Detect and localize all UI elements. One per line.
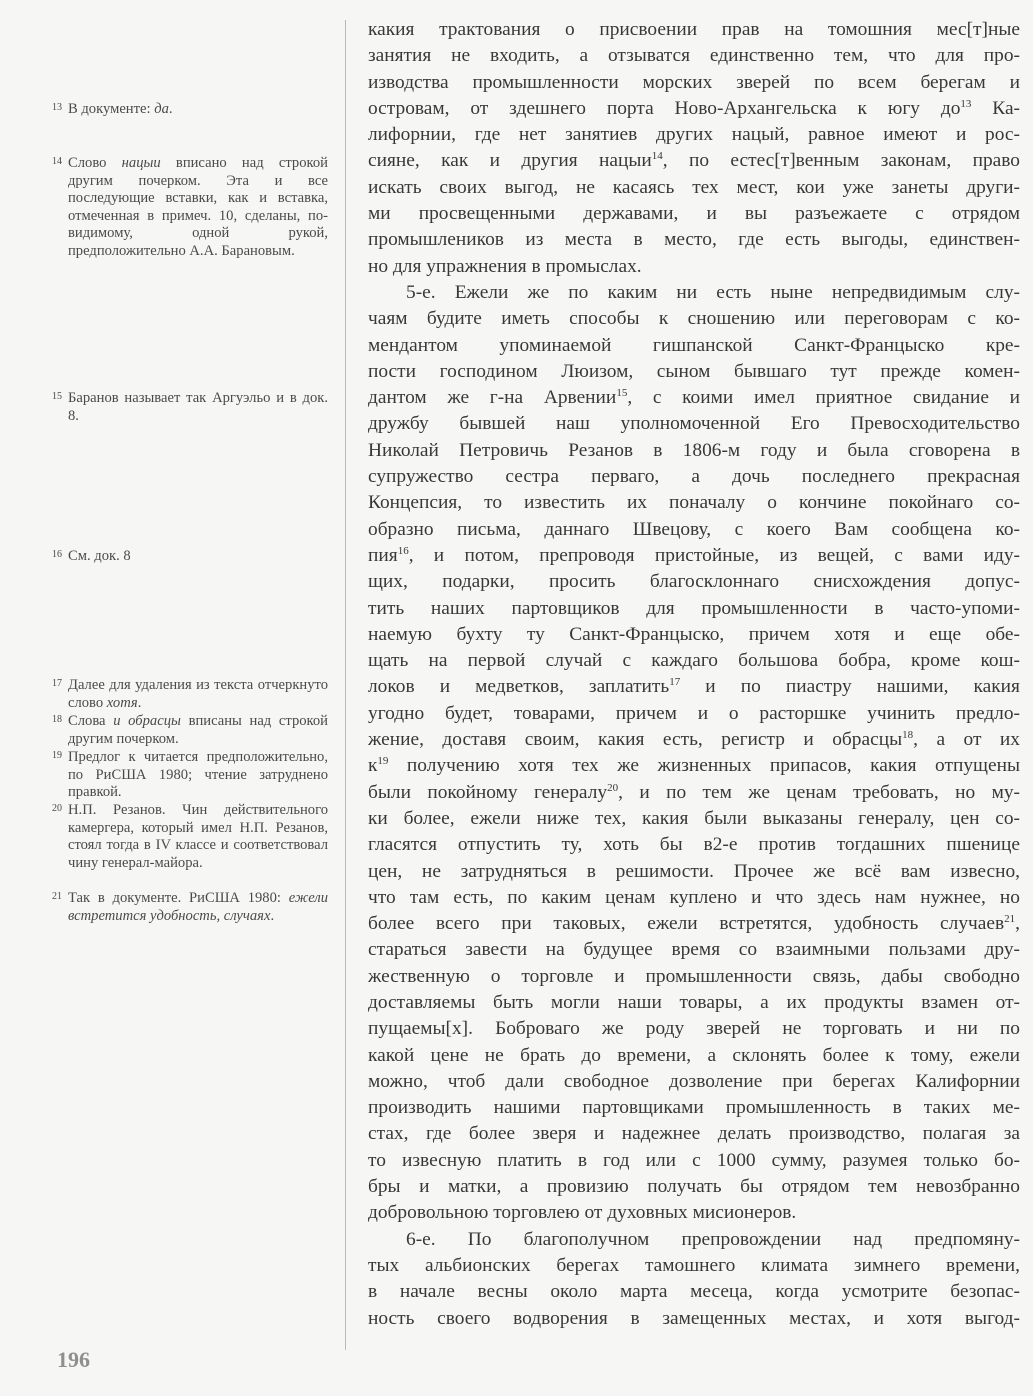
text-line — [368, 859, 1020, 885]
text-line — [368, 438, 1020, 464]
text-line — [368, 1227, 1020, 1253]
footnote-run: Слова — [68, 713, 114, 729]
text-run: локов и медветков, заплатить — [368, 676, 670, 698]
text-run: , и по тем же ценам требовать, но му- — [618, 781, 1020, 803]
text-line — [368, 1306, 1020, 1332]
footnote-text — [52, 749, 328, 802]
text-line — [368, 1174, 1020, 1200]
footnote-run: вписано над строкой другим почерком. Эта и все последующие вставки, как и вставка, отмеченная в примеч. 10, сделаны, по-видимому, одной рукой, предположительно А.А. Барановым. — [68, 155, 328, 259]
text-run: цен, не затрудняться в решимости. Прочее же всё вам извесно, — [368, 860, 1020, 882]
text-run: образно письма, даннаго Швецову, с коего Вам сообщена ко- — [368, 518, 1020, 540]
text-line — [368, 1279, 1020, 1305]
footnote — [52, 101, 328, 119]
footnote-reference[interactable]: 21 — [1004, 913, 1016, 926]
text-run: островам, от здешнего порта Ново-Архангельска к югу до — [368, 97, 961, 119]
text-run: , по естес[т]венным законам, право — [662, 150, 1020, 172]
text-line — [368, 964, 1020, 990]
text-run: пущаемы[х]. Боброваго же роду зверей не торговать и ни по — [368, 1018, 1020, 1040]
text-line — [368, 385, 1020, 411]
text-run: щих, подарки, просить благосклоннаго снисхождения допус- — [368, 571, 1020, 593]
text-run: стах, где более зверя и надежнее делать производство, полагая за — [368, 1123, 1020, 1145]
text-line — [368, 70, 1020, 96]
footnote — [52, 713, 328, 748]
footnote-italic-run: нацыи — [121, 155, 161, 171]
text-run: пости господином Люизом, сыном бывшаго тут прежде комен- — [368, 360, 1020, 382]
text-line — [368, 1043, 1020, 1069]
footnote-reference[interactable]: 20 — [607, 781, 619, 794]
text-run: в начале весны около марта месеца, когда усмотрите безопас- — [368, 1281, 1020, 1303]
footnote-text — [52, 155, 328, 260]
footnote — [52, 677, 328, 712]
footnote-italic-run: и обрасцы — [113, 713, 181, 729]
text-line — [368, 543, 1020, 569]
text-line — [368, 596, 1020, 622]
text-line — [368, 1253, 1020, 1279]
text-run: были покойному генералу — [368, 781, 608, 803]
text-line — [368, 911, 1020, 937]
text-run: и по пиастру нашими, какия — [680, 676, 1020, 698]
footnote-text — [52, 390, 328, 425]
text-line — [368, 306, 1020, 332]
text-run: ми просвещенными державами, и вы разъежаете с отрядом — [368, 203, 1020, 225]
text-line — [368, 622, 1020, 648]
text-run: супружество сестра перваго, а дочь последнего прекрасная — [368, 466, 1020, 488]
footnote-run: Далее для удаления из текста отчеркнуто слово — [68, 677, 328, 711]
text-line — [368, 1121, 1020, 1147]
text-line — [368, 464, 1020, 490]
text-run: сияне, как и другия нацыи — [368, 150, 652, 172]
footnote-number: 19 — [52, 750, 62, 761]
footnote — [52, 749, 328, 802]
text-run: ки более, ежели ниже тех, какия были выказаны генералу, цен со- — [368, 807, 1020, 829]
text-run: занятия не входить, а отзыватся единственно тем, что для про- — [368, 45, 1020, 67]
footnote-italic-run: ежели встретится удобность, случаях — [68, 890, 328, 924]
text-run: добровольною торговлею от духовных мисионеров. — [368, 1202, 797, 1224]
text-line — [368, 411, 1020, 437]
text-run: гласятся отпустить ту, хоть бы в2-е против тогдашних пшенице — [368, 834, 1020, 856]
text-line — [368, 753, 1020, 779]
text-line — [368, 490, 1020, 516]
text-run: 6-е. По благополучном препровождении над предпомяну- — [406, 1228, 1020, 1250]
page-number: 196 — [57, 1347, 90, 1372]
text-run: какия трактования о присвоении прав на томошния мес[т]ные — [368, 19, 1020, 40]
text-run: Николай Петровичь Резанов в 1806-м году и была сговорена в — [368, 439, 1020, 461]
text-line — [368, 227, 1020, 253]
text-run: Концепсия, то известить их поначалу о кончине покойнаго со- — [368, 492, 1020, 514]
text-line — [368, 96, 1020, 122]
footnote-run: Баранов называет так Аргуэльо и в док. 8. — [68, 390, 328, 424]
footnote — [52, 155, 328, 260]
text-run: получению хотя тех же жизненных припасов, какия отпущены — [388, 755, 1020, 777]
text-line — [368, 1016, 1020, 1042]
text-run: ность своего водворения в замещенных местах, и хотя выгод- — [368, 1307, 1020, 1329]
footnote-reference[interactable]: 16 — [397, 544, 409, 557]
footnote-run: В документе: — [68, 101, 155, 117]
text-line — [368, 254, 1020, 280]
footnote-number: 17 — [52, 678, 62, 689]
text-run: искать своих выгод, не касаясь тех мест, кои уже занеты други- — [368, 176, 1020, 198]
text-line — [368, 359, 1020, 385]
footnote-italic-run: да — [154, 101, 169, 117]
footnote-text — [52, 802, 328, 872]
footnote-text — [52, 101, 328, 119]
footnote — [52, 548, 328, 566]
text-run: тить наших партовщиков для промышленности в часто-упоми- — [368, 597, 1020, 619]
text-line — [368, 569, 1020, 595]
main-text-column — [368, 17, 1020, 1332]
footnote-reference[interactable]: 19 — [377, 755, 389, 768]
text-line — [368, 727, 1020, 753]
text-line — [368, 1095, 1020, 1121]
text-run: производить нашими партовщиками промышленность в таких ме- — [368, 1097, 1020, 1119]
footnote-reference[interactable]: 13 — [960, 97, 972, 110]
text-line — [368, 885, 1020, 911]
text-line — [368, 701, 1020, 727]
footnote-run: . — [168, 101, 173, 117]
text-run: более всего при таковых, ежели встретятся, удобность случаев — [368, 913, 1005, 935]
footnote-reference[interactable]: 14 — [651, 150, 663, 163]
footnote-run: Так в документе. РиСША 1980: — [68, 890, 289, 906]
text-run: дантом же г-на Арвении — [368, 387, 617, 409]
text-line — [368, 122, 1020, 148]
text-run: жественную о торговле и промышленности связь, дабы свободно — [368, 965, 1020, 987]
text-line — [368, 1200, 1020, 1226]
text-line — [368, 780, 1020, 806]
footnote-number: 14 — [52, 156, 62, 167]
footnote-text — [52, 890, 328, 925]
text-line — [368, 280, 1020, 306]
text-run: то извесную платить в год или с 1000 сумму, разумея только бо- — [368, 1149, 1020, 1171]
text-run: дружбу бывшей наш уполномоченной Его Превосходительство — [368, 413, 1020, 435]
text-run: , и потом, препроводя пристойные, из вещей, с вами иду- — [408, 544, 1020, 566]
text-run: , — [1015, 913, 1020, 935]
text-line — [368, 148, 1020, 174]
text-run: можно, чтоб дали свободное дозволение при берегах Калифорнии — [368, 1070, 1020, 1092]
text-run: к — [368, 755, 378, 777]
footnote-reference[interactable]: 15 — [616, 387, 628, 400]
footnote-reference[interactable]: 17 — [669, 676, 681, 689]
text-line — [368, 648, 1020, 674]
footnote-number: 13 — [52, 102, 62, 113]
text-run: бры и матки, а провизию получать бы отрядом тем невозбранно — [368, 1176, 1020, 1198]
footnote-number: 16 — [52, 549, 62, 560]
footnote-run: вписаны над строкой другим почерком. — [68, 713, 328, 747]
footnote — [52, 390, 328, 425]
text-line — [368, 1148, 1020, 1174]
text-run: тых альбионских берегах тамошнего климата зимнего времени, — [368, 1254, 1020, 1276]
footnote-run: Н.П. Резанов. Чин действительного камергера, который имел Н.П. Резанов, стоял тогда в IV классе и соответствовал чину генерал-майора. — [68, 802, 328, 871]
column-divider — [345, 20, 346, 1350]
text-run: угодно будет, товарами, причем и о расторшке учинить предло- — [368, 702, 1020, 724]
text-line — [368, 517, 1020, 543]
text-line — [368, 17, 1020, 43]
text-line — [368, 806, 1020, 832]
footnote-run: См. док. 8 — [68, 548, 131, 564]
text-run: наемую бухту ту Санкт-Францыско, причем хотя и еще обе- — [368, 623, 1020, 645]
footnote-run: Предлог к читается предположительно, по РиСША 1980; чтение затруднено правкой. — [68, 749, 328, 800]
text-run: , а от их — [913, 729, 1020, 751]
text-run: лифорнии, где нет занятиев других нацый, равное имеют и рос- — [368, 124, 1020, 146]
text-line — [368, 201, 1020, 227]
footnote-number: 18 — [52, 714, 62, 725]
text-run: Ка- — [971, 97, 1021, 119]
text-run: жение, доставя своим, какия есть, регистр и обрасцы — [368, 729, 903, 751]
footnote-text — [52, 713, 328, 748]
text-run: стараться завести на будущее время со взаимными пользами дру- — [368, 939, 1020, 961]
footnote — [52, 802, 328, 872]
footnote-number: 21 — [52, 891, 62, 902]
text-run: щать на первой случай с каждаго большова бобра, кроме кош- — [368, 650, 1020, 672]
footnote-number: 20 — [52, 803, 62, 814]
text-line — [368, 990, 1020, 1016]
text-run: промышлеников из места в место, где есть выгоды, единствен- — [368, 229, 1020, 251]
footnote-reference[interactable]: 18 — [902, 729, 914, 742]
footnote-run: . — [270, 907, 275, 924]
text-line — [368, 674, 1020, 700]
text-run: но для упражнения в промыслах. — [368, 255, 642, 277]
text-run: доставляемы быть могли наши товары, а их продукты взамен от- — [368, 991, 1020, 1013]
text-line — [368, 43, 1020, 69]
footnote-number: 15 — [52, 391, 62, 402]
text-run: какой цене не брать до времени, а склонять более к тому, ежели — [368, 1044, 1020, 1066]
text-line — [368, 333, 1020, 359]
text-run: чаям будите иметь способы к сношению или переговорам с ко- — [368, 308, 1020, 330]
footnote-text — [52, 548, 328, 566]
text-line — [368, 1069, 1020, 1095]
footnote-italic-run: хотя — [106, 694, 138, 711]
text-line — [368, 832, 1020, 858]
footnote-run: Слово — [68, 155, 122, 171]
footnote-run: . — [137, 694, 142, 711]
footnote-text — [52, 677, 328, 712]
text-run: 5-е. Ежели же по каким ни есть ныне непредвидимым слу- — [406, 281, 1020, 303]
footnote — [52, 890, 328, 925]
text-line — [368, 937, 1020, 963]
text-run: что там есть, по каким ценам куплено и что здесь нам нужнее, но — [368, 886, 1020, 908]
text-run: изводства промышленности морских зверей по всем берегам и — [368, 71, 1020, 93]
text-run: мендантом упоминаемой гишпанской Санкт-Францыско кре- — [368, 334, 1020, 356]
text-run: пия — [368, 544, 398, 566]
text-line — [368, 175, 1020, 201]
text-run: , с коими имел приятное свидание и — [627, 387, 1021, 409]
